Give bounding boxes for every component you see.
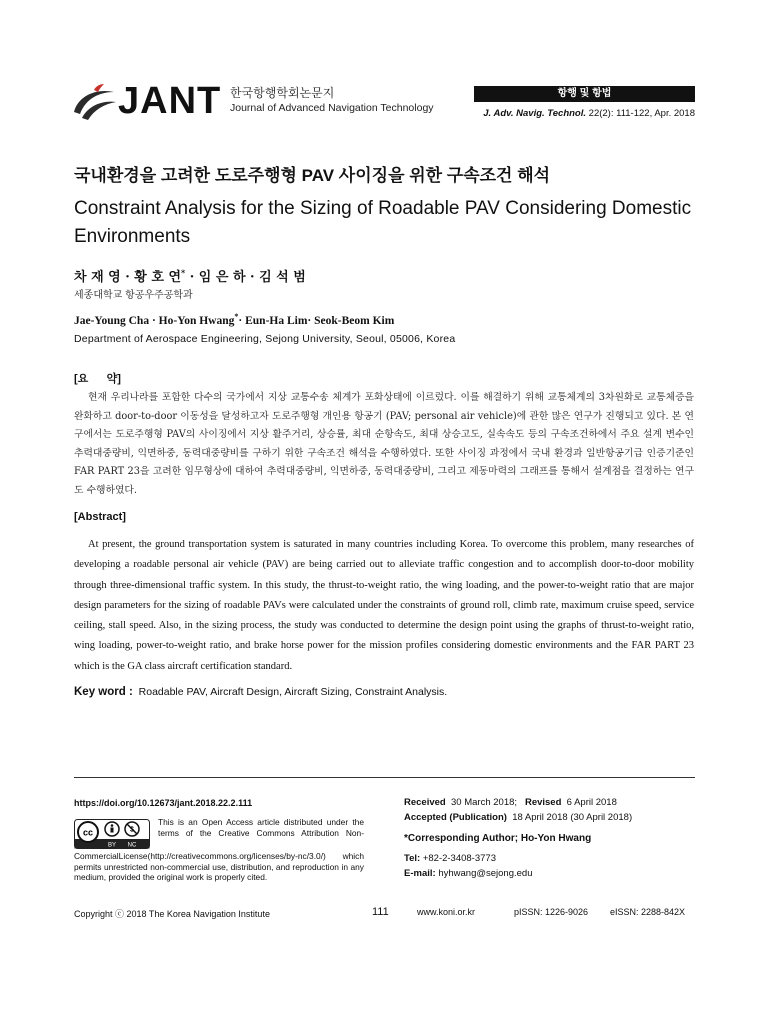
svg-text:NC: NC — [127, 842, 137, 849]
affiliation-korean: 세종대학교 항공우주공학과 — [74, 290, 193, 301]
journal-name-english: Journal of Advanced Navigation Technology — [230, 102, 434, 114]
authors-english: Jae-Young Cha · Ho-Yon Hwang*· Eun-Ha Lim· Seok-Beom Kim — [74, 312, 395, 327]
title-korean: 국내환경을 고려한 도로주행형 PAV 사이징을 위한 구속조건 해석 — [74, 166, 551, 185]
svg-text:$: $ — [130, 826, 134, 834]
accepted-line: Accepted (Publication) 18 April 2018 (30 April 2018) — [404, 812, 633, 823]
footer-divider — [74, 777, 695, 778]
doi-link[interactable]: https://doi.org/10.12673/jant.2018.22.2.111 — [74, 798, 253, 808]
title-english: Constraint Analysis for the Sizing of Roadable PAV Considering Domestic Environments — [74, 198, 692, 247]
keywords-label: Key word : — [74, 686, 133, 698]
received-line: Received 30 March 2018; Revised 6 April 2018 — [404, 797, 617, 808]
journal-name-korean: 한국항행학회논문지 — [230, 86, 335, 100]
department-line: Department of Aerospace Engineering, Sejong University, Seoul, 05006, Korea — [74, 333, 456, 345]
citation-line: J. Adv. Navig. Technol. 22(2): 111-122, Apr. 2018 — [483, 108, 695, 119]
eissn: eISSN: 2288-842X — [610, 907, 686, 917]
svg-text:cc: cc — [82, 827, 94, 838]
jant-logo-text: JANT — [118, 80, 222, 122]
telephone-line: Tel: +82-2-3408-3773 — [404, 853, 496, 864]
email-line: E-mail: hyhwang@sejong.edu — [404, 868, 533, 879]
cc-by-nc-icon — [74, 819, 150, 849]
authors-korean: 차 재 영 · 황 호 연* · 임 은 하 · 김 석 범 — [74, 267, 306, 285]
abstract-heading: [Abstract] — [74, 511, 126, 523]
corresponding-author: *Corresponding Author; Ho-Yon Hwang — [404, 833, 592, 844]
page-number: 111 — [372, 906, 389, 918]
pissn: pISSN: 1226-9026 — [514, 907, 589, 917]
keywords-line — [74, 686, 447, 698]
svg-text:BY: BY — [107, 842, 117, 849]
license-text: cc $ BY NC This is an Open Access article distributed under the terms of the Creative Commons Attribution Non-CommercialLicense(http://creativecommons.org/licenses/by-nc/3.0/) which permits unrestricted non-commercial use, distribution, and reproduction in any medium, provided the original work is properly cited. — [74, 817, 364, 882]
keywords-text: Roadable PAV, Aircraft Design, Aircraft Sizing, Constraint Analysis. — [138, 686, 448, 698]
abstract-body: At present, the ground transportation system is saturated in many countries including Korea. To overcome this problem, many researches of developing a roadable personal air vehicle (PAV) are being carried out to alleviate traffic congestion and to accomplish door-to-door mobility through three-dimensional traffic system. In this study, the thrust-to-weight ratio, the wing loading, and the power-to-weight ratio that are major design parameters for the sizing of roadable PAVs were calculated under the constraints of ground roll, climb rate, maximum cruise speed, service ceiling, stall speed. Also, in the sizing process, the study was conducted to determine the design point using the graphs of thrust-to-weight ratio, wing loading, power-to-weight ratio, and brake horse power for the mission profiles considering domestic environments and the FAR PART 23 which is the GA class aircraft certification standard. — [74, 539, 694, 672]
korean-abstract-body: 현재 우리나라를 포함한 다수의 국가에서 지상 교통수송 체계가 포화상태에 이르렀다. 이를 해결하기 위해 교통체계의 3차원화로 교통체증을 완화하고 door-to-door 이동성을 달성하고자 도로주행형 개인용 항공기 (PAV; personal air vehicle)에 관한 많은 연구가 진행되고 있다. 본 연구에서는 도로주행형 PAV의 사이징에서 지상 활주거리, 상승률, 최대 순항속도, 최대 상승고도, 실속속도 등의 구속조건하에서 주요 설계 변수인 추력대중량비, 익면하중, 동력대중량비를 구하기 위한 구속조건 해석을 수행하였다. 또한 사이징 과정에서 국내 환경과 일반항공기급 인증기준인 FAR PART 23을 고려한 임무형상에 대하여 추력대중량비, 익면하중, 동력대중량비, 그리고 제동마력의 그래프를 통해서 설계점을 결정하는 연구도 수행하였다. — [74, 392, 694, 496]
copyright-line: Copyright ⓒ 2018 The Korea Navigation Institute — [74, 909, 270, 919]
jant-logo-mark — [70, 82, 120, 124]
section-badge: 항행 및 항법 — [474, 86, 695, 102]
korean-abstract-heading: [요 약] — [74, 373, 121, 385]
website-link[interactable]: www.koni.or.kr — [417, 907, 476, 917]
email-link[interactable]: hyhwang@sejong.edu — [438, 868, 533, 879]
